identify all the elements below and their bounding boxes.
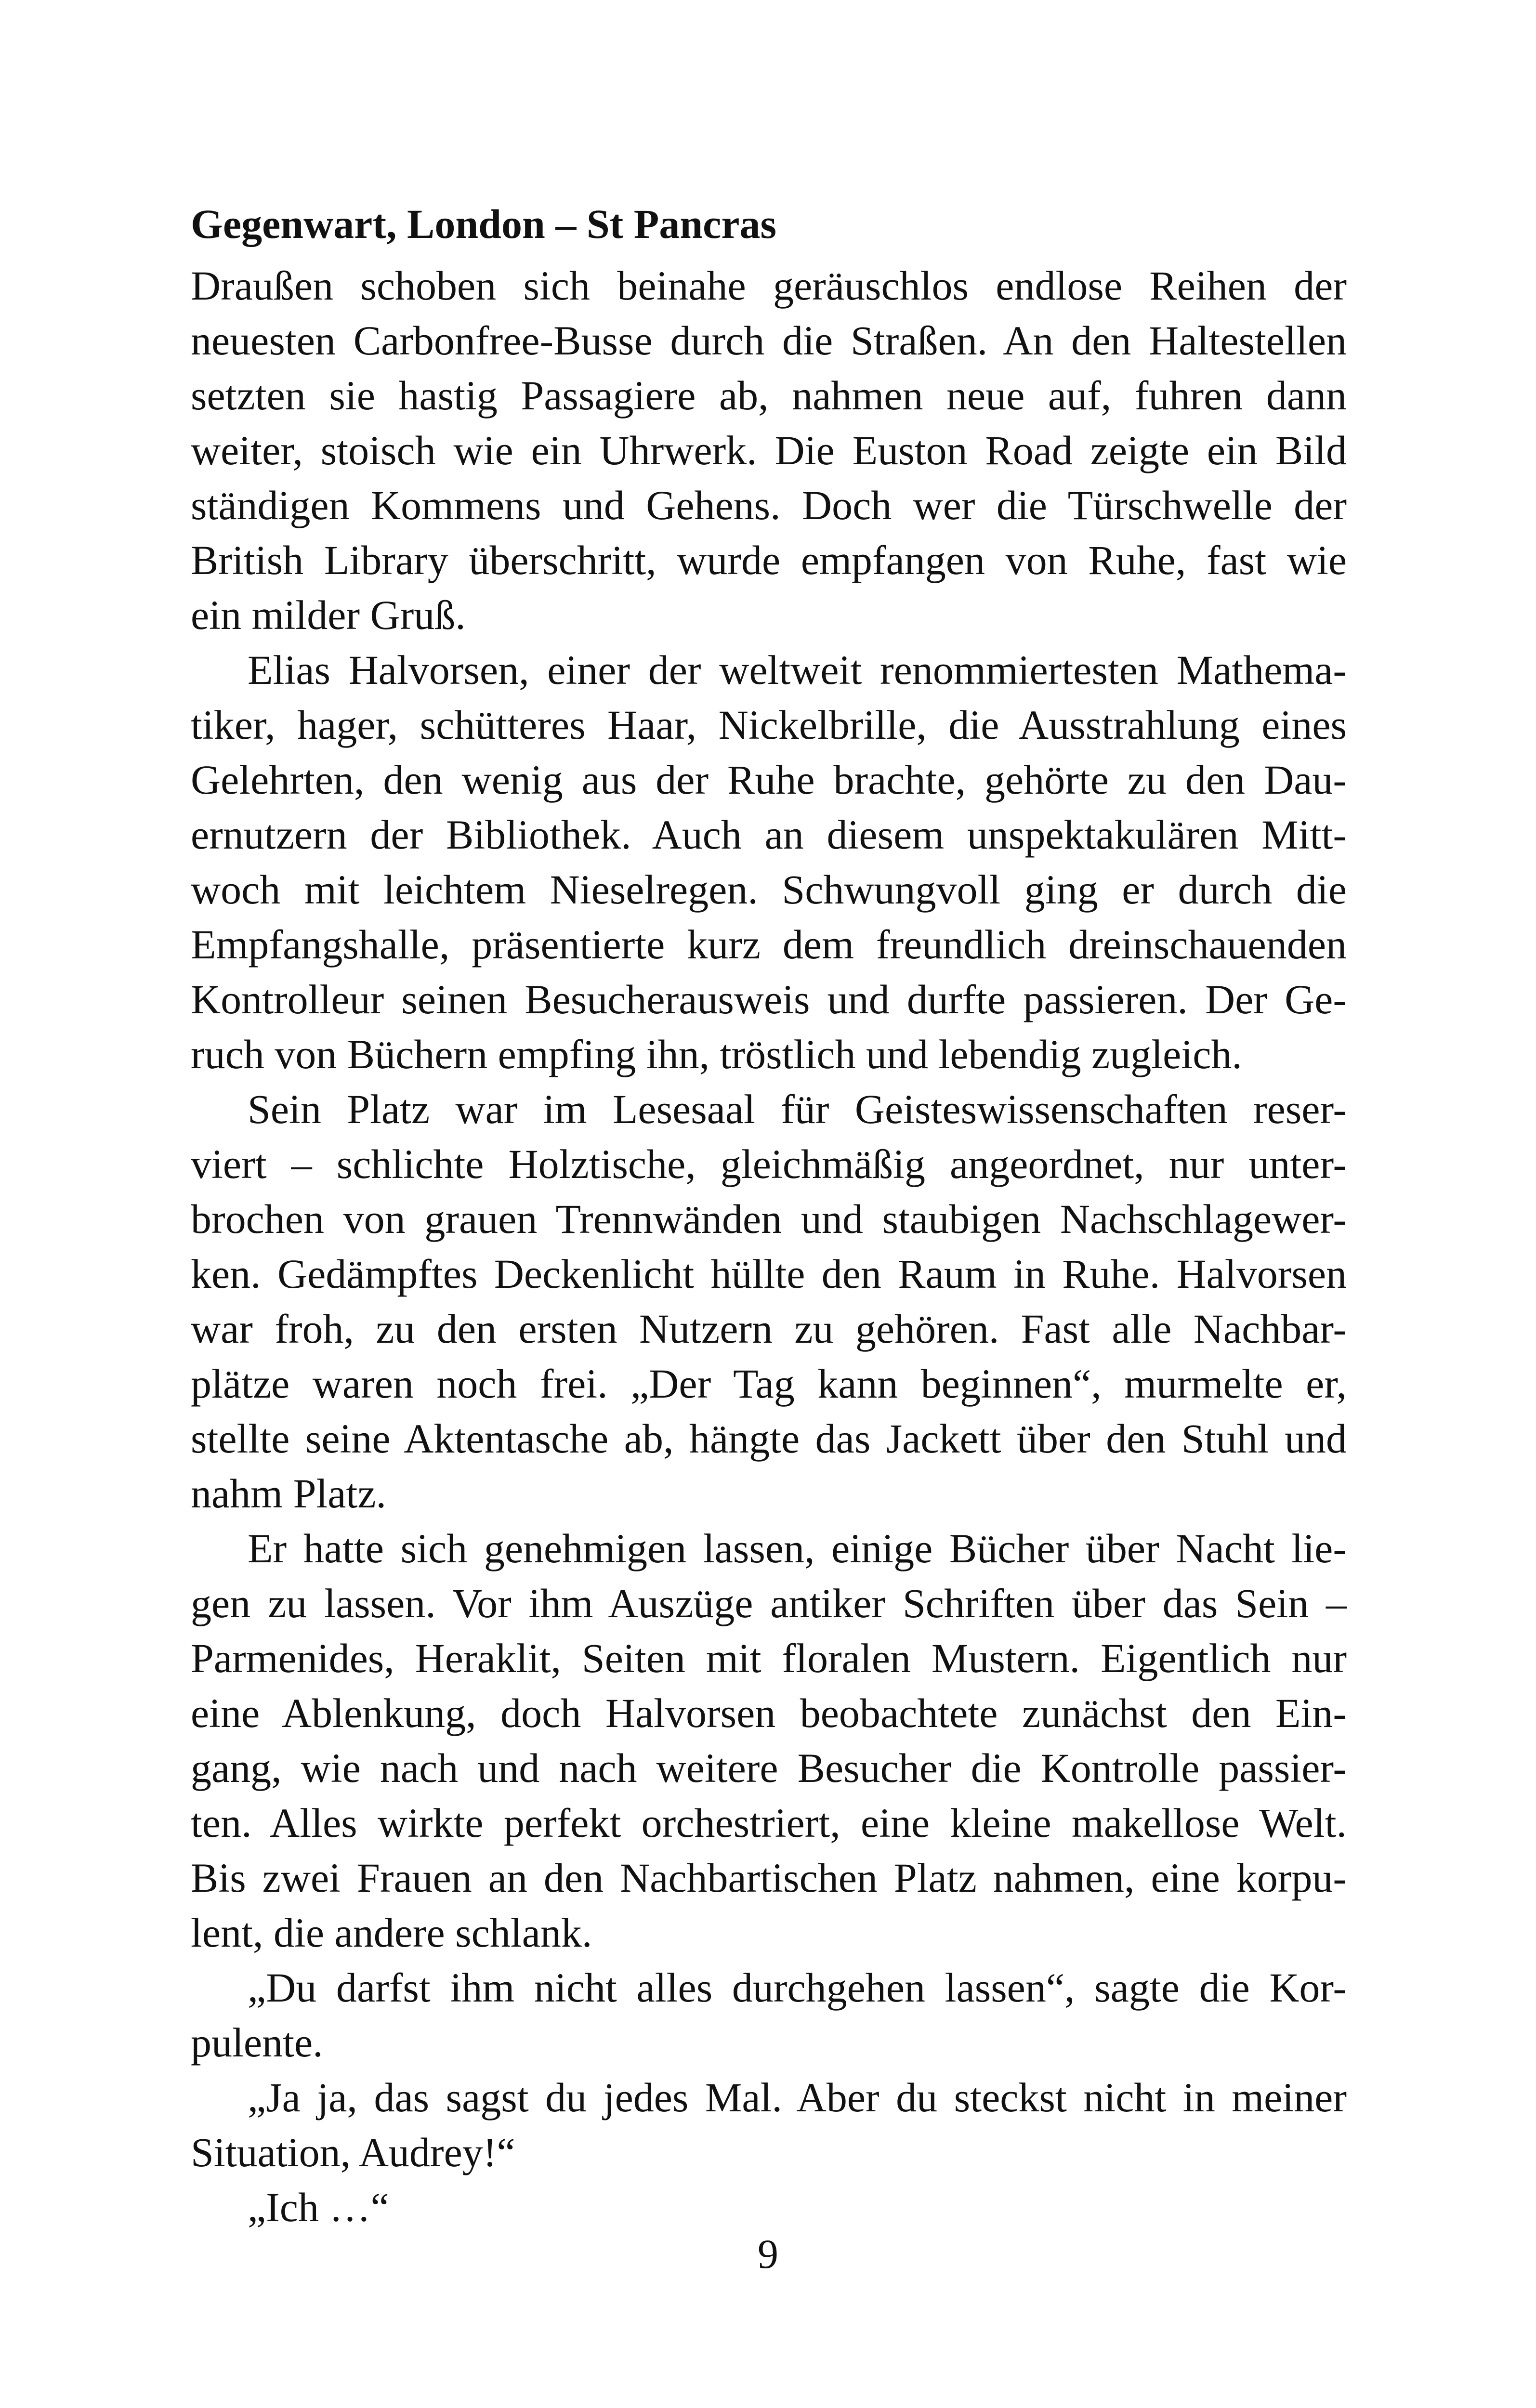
text-line: Empfangshalle, präsentierte kurz dem freundlich dreinschauenden — [191, 921, 1347, 968]
text-line: Er hatte sich genehmigen lassen, einige Bücher über Nacht lie- — [248, 1525, 1347, 1571]
text-line: ständigen Kommens und Gehens. Doch wer die Türschwelle der — [191, 482, 1347, 528]
text-line: Elias Halvorsen, einer der weltweit renommiertesten Mathema- — [248, 647, 1347, 693]
text-line: Parmenides, Heraklit, Seiten mit floralen Mustern. Eigentlich nur — [191, 1635, 1347, 1681]
text-line: neuesten Carbonfree-Busse durch die Straßen. An den Haltestellen — [191, 317, 1347, 364]
text-line: setzten sie hastig Passagiere ab, nahmen neue auf, fuhren dann — [191, 372, 1347, 419]
text-line: war froh, zu den ersten Nutzern zu gehören. Fast alle Nachbar- — [191, 1306, 1347, 1352]
body-text — [191, 258, 1347, 2235]
text-line: „Ja ja, das sagst du jedes Mal. Aber du steckst nicht in meiner — [248, 2074, 1347, 2120]
text-line: eine Ablenkung, doch Halvorsen beobachtete zunächst den Ein- — [191, 1690, 1347, 1736]
text-line: nahm Platz. — [191, 1470, 387, 1517]
text-line: lent, die andere schlank. — [191, 1910, 592, 1956]
text-line: brochen von grauen Trennwänden und staubigen Nachschlagewer- — [191, 1196, 1347, 1242]
paragraph — [191, 2180, 1347, 2235]
text-line: British Library überschritt, wurde empfangen von Ruhe, fast wie — [191, 537, 1347, 583]
text-line: tiker, hager, schütteres Haar, Nickelbrille, die Ausstrahlung eines — [191, 702, 1347, 748]
text-line: Kontrolleur seinen Besucherausweis und durfte passieren. Der Ge- — [191, 976, 1347, 1022]
text-line: Gelehrten, den wenig aus der Ruhe brachte, gehörte zu den Dau- — [191, 757, 1347, 803]
text-line: Bis zwei Frauen an den Nachbartischen Platz nahmen, eine korpu- — [191, 1855, 1347, 1901]
text-line: „Du darfst ihm nicht alles durchgehen lassen“, sagte die Kor- — [248, 1964, 1347, 2011]
page-number: 9 — [758, 2231, 778, 2277]
text-line: ruch von Büchern empfing ihn, tröstlich und lebendig zugleich. — [191, 1031, 1242, 1077]
paragraph — [191, 258, 1347, 642]
text-line: weiter, stoisch wie ein Uhrwerk. Die Euston Road zeigte ein Bild — [191, 427, 1347, 473]
chapter-heading: Gegenwart, London – St Pancras — [191, 201, 776, 247]
paragraph — [191, 1521, 1347, 1960]
text-line: woch mit leichtem Nieselregen. Schwungvoll ging er durch die — [191, 866, 1347, 913]
paragraph — [191, 1960, 1347, 2070]
text-line: pulente. — [191, 2019, 323, 2066]
text-line: ein milder Gruß. — [191, 592, 466, 638]
text-line: Situation, Audrey!“ — [191, 2129, 515, 2175]
text-line: gang, wie nach und nach weitere Besucher die Kontrolle passier- — [191, 1745, 1347, 1791]
text-block — [191, 196, 1347, 2235]
text-line: ken. Gedämpftes Deckenlicht hüllte den Raum in Ruhe. Halvorsen — [191, 1251, 1347, 1297]
text-line: ernutzern der Bibliothek. Auch an diesem unspektakulären Mitt- — [191, 811, 1347, 858]
text-line: Draußen schoben sich beinahe geräuschlos endlose Reihen der — [191, 262, 1347, 309]
text-line: gen zu lassen. Vor ihm Auszüge antiker Schriften über das Sein – — [191, 1580, 1347, 1626]
text-line: stellte seine Aktentasche ab, hängte das Jackett über den Stuhl und — [191, 1415, 1347, 1462]
text-line: viert – schlichte Holztische, gleichmäßig angeordnet, nur unter- — [191, 1141, 1347, 1187]
paragraph — [191, 2070, 1347, 2180]
paragraph — [191, 642, 1347, 1082]
text-line: ten. Alles wirkte perfekt orchestriert, eine kleine makellose Welt. — [191, 1800, 1347, 1846]
text-line: plätze waren noch frei. „Der Tag kann beginnen“, murmelte er, — [191, 1361, 1347, 1407]
text-line: „Ich …“ — [248, 2184, 389, 2230]
text-line: Sein Platz war im Lesesaal für Geisteswissenschaften reser- — [248, 1086, 1347, 1132]
paragraph — [191, 1082, 1347, 1521]
